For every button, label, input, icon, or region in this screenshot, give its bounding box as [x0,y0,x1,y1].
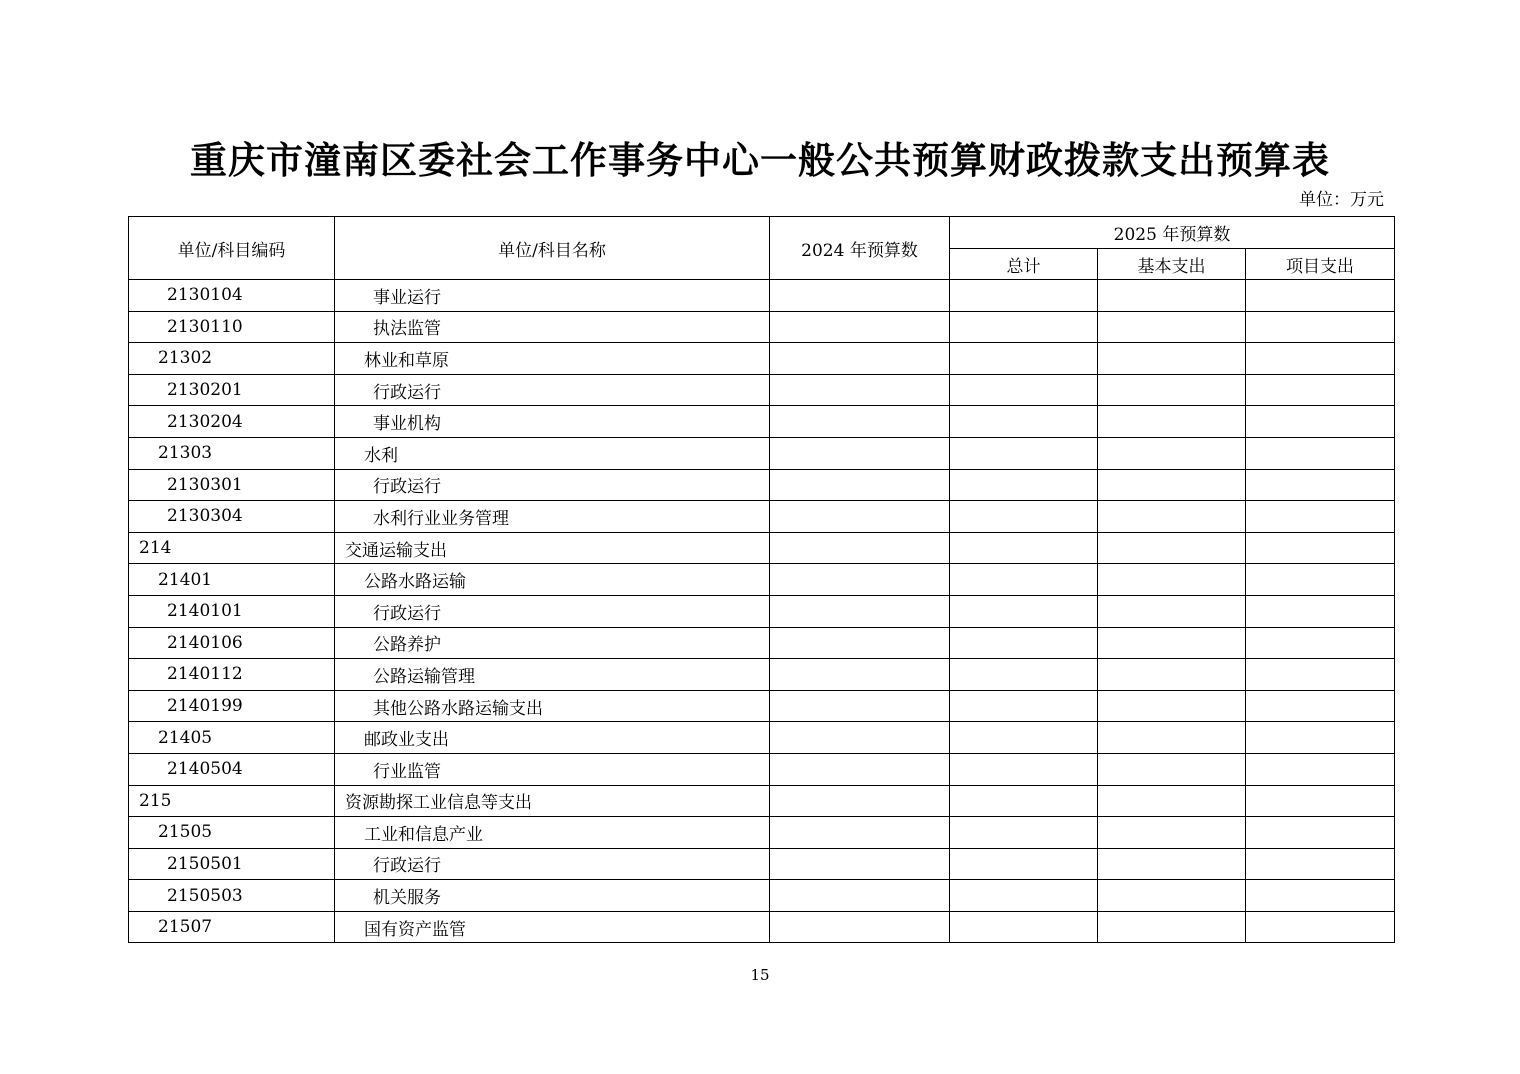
row-code: 21505 [129,817,335,849]
table-row [129,817,1395,849]
value-project [1246,817,1395,849]
value-basic [1098,564,1246,596]
budget-table [128,216,1395,943]
value-2024 [770,848,950,880]
value-basic [1098,374,1246,406]
header-code: 单位/科目编码 [129,217,335,280]
value-total [950,659,1098,691]
row-name: 行政运行 [335,469,770,501]
value-basic [1098,911,1246,943]
row-code: 2130304 [129,501,335,533]
value-basic [1098,817,1246,849]
row-code: 215 [129,785,335,817]
row-code: 2140101 [129,595,335,627]
table-row [129,374,1395,406]
value-2024 [770,280,950,312]
row-code: 21405 [129,722,335,754]
row-name: 行政运行 [335,595,770,627]
value-project [1246,280,1395,312]
row-name: 机关服务 [335,880,770,912]
header-name: 单位/科目名称 [335,217,770,280]
row-code: 2130301 [129,469,335,501]
value-2024 [770,595,950,627]
table-row [129,659,1395,691]
value-project [1246,374,1395,406]
row-name: 公路运输管理 [335,659,770,691]
value-total [950,817,1098,849]
row-name: 水利行业业务管理 [335,501,770,533]
value-basic [1098,659,1246,691]
value-total [950,280,1098,312]
value-project [1246,690,1395,722]
table-row [129,785,1395,817]
value-2024 [770,722,950,754]
page-title: 重庆市潼南区委社会工作事务中心一般公共预算财政拨款支出预算表 [190,138,1330,182]
table-row [129,753,1395,785]
row-code: 2140106 [129,627,335,659]
table-row [129,564,1395,596]
row-name: 林业和草原 [335,343,770,375]
value-project [1246,564,1395,596]
value-2024 [770,343,950,375]
row-name: 事业运行 [335,280,770,312]
table-row [129,880,1395,912]
row-name: 行业监管 [335,753,770,785]
header-2025: 2025 年预算数 [950,217,1395,249]
value-total [950,406,1098,438]
value-total [950,690,1098,722]
table-row [129,722,1395,754]
row-name: 工业和信息产业 [335,817,770,849]
value-2024 [770,469,950,501]
table-row [129,595,1395,627]
value-total [950,722,1098,754]
value-project [1246,848,1395,880]
value-basic [1098,280,1246,312]
value-2024 [770,374,950,406]
row-name: 交通运输支出 [335,532,770,564]
value-2024 [770,753,950,785]
value-project [1246,532,1395,564]
value-total [950,437,1098,469]
header-total: 总计 [950,249,1098,280]
value-basic [1098,595,1246,627]
value-basic [1098,753,1246,785]
value-2024 [770,406,950,438]
value-basic [1098,627,1246,659]
value-total [950,785,1098,817]
value-total [950,880,1098,912]
value-2024 [770,817,950,849]
row-name: 行政运行 [335,374,770,406]
value-2024 [770,437,950,469]
row-code: 2140504 [129,753,335,785]
value-project [1246,785,1395,817]
page-number: 15 [750,966,770,984]
value-basic [1098,848,1246,880]
value-2024 [770,911,950,943]
value-project [1246,911,1395,943]
table-row [129,311,1395,343]
row-name: 邮政业支出 [335,722,770,754]
header-basic: 基本支出 [1098,249,1246,280]
value-total [950,374,1098,406]
row-code: 21507 [129,911,335,943]
value-total [950,753,1098,785]
value-basic [1098,532,1246,564]
value-total [950,848,1098,880]
row-code: 2130201 [129,374,335,406]
table-row [129,501,1395,533]
table-row [129,911,1395,943]
row-code: 2140199 [129,690,335,722]
value-total [950,343,1098,375]
value-basic [1098,722,1246,754]
value-2024 [770,532,950,564]
value-total [950,595,1098,627]
value-total [950,532,1098,564]
value-2024 [770,785,950,817]
value-total [950,501,1098,533]
row-code: 21302 [129,343,335,375]
unit-label: 单位：万元 [1299,190,1384,210]
table-row [129,532,1395,564]
value-project [1246,501,1395,533]
value-2024 [770,690,950,722]
value-total [950,311,1098,343]
value-basic [1098,437,1246,469]
value-basic [1098,343,1246,375]
row-code: 21303 [129,437,335,469]
table-row [129,280,1395,312]
value-project [1246,595,1395,627]
table-row [129,343,1395,375]
row-code: 2130104 [129,280,335,312]
value-project [1246,659,1395,691]
value-project [1246,880,1395,912]
row-code: 214 [129,532,335,564]
value-basic [1098,469,1246,501]
value-total [950,627,1098,659]
value-total [950,469,1098,501]
value-2024 [770,311,950,343]
table-row [129,848,1395,880]
value-project [1246,343,1395,375]
row-name: 公路水路运输 [335,564,770,596]
value-basic [1098,311,1246,343]
row-code: 2140112 [129,659,335,691]
row-name: 事业机构 [335,406,770,438]
value-2024 [770,564,950,596]
row-code: 2150503 [129,880,335,912]
value-2024 [770,880,950,912]
row-name: 水利 [335,437,770,469]
row-name: 执法监管 [335,311,770,343]
value-project [1246,627,1395,659]
row-code: 2150501 [129,848,335,880]
value-basic [1098,501,1246,533]
row-code: 2130110 [129,311,335,343]
value-project [1246,437,1395,469]
value-basic [1098,880,1246,912]
row-name: 国有资产监管 [335,911,770,943]
value-project [1246,753,1395,785]
value-total [950,564,1098,596]
value-2024 [770,659,950,691]
row-name: 其他公路水路运输支出 [335,690,770,722]
header-2024: 2024 年预算数 [770,217,950,280]
value-basic [1098,785,1246,817]
table-row [129,406,1395,438]
value-project [1246,311,1395,343]
row-name: 资源勘探工业信息等支出 [335,785,770,817]
value-2024 [770,627,950,659]
value-basic [1098,406,1246,438]
value-total [950,911,1098,943]
row-code: 21401 [129,564,335,596]
value-project [1246,469,1395,501]
table-row [129,437,1395,469]
value-2024 [770,501,950,533]
header-project: 项目支出 [1246,249,1395,280]
row-name: 行政运行 [335,848,770,880]
row-name: 公路养护 [335,627,770,659]
value-project [1246,722,1395,754]
value-basic [1098,690,1246,722]
table-row [129,690,1395,722]
table-row [129,627,1395,659]
table-body [129,280,1395,943]
row-code: 2130204 [129,406,335,438]
table-row [129,469,1395,501]
value-project [1246,406,1395,438]
